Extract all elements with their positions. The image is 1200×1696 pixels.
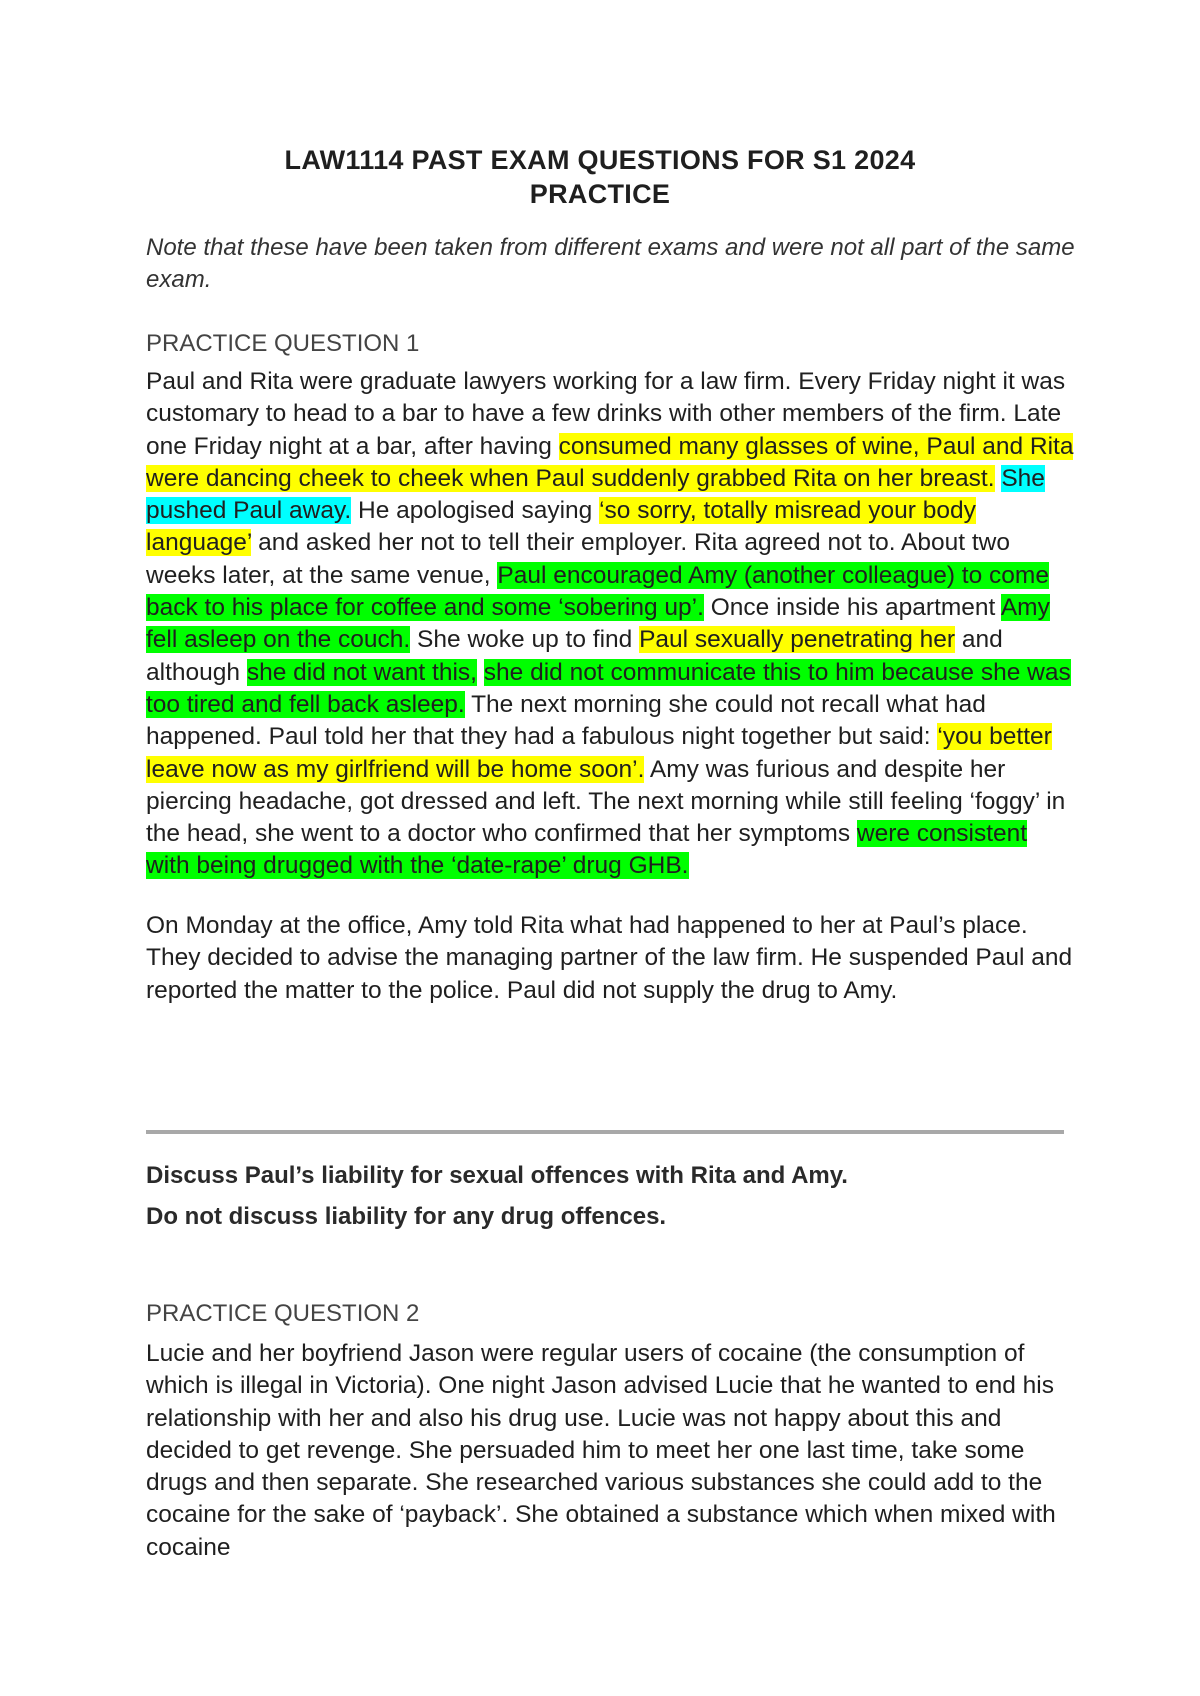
question-1-task: Discuss Paul’s liability for sexual offences with Rita and Amy. <box>146 1162 848 1189</box>
intro-note: Note that these have been taken from different exams and were not all part of the same exam. <box>146 234 1075 293</box>
title-line-1: LAW1114 PAST EXAM QUESTIONS FOR S1 2024 <box>284 145 916 175</box>
scenario-text: Amy was furious and despite her piercing headache, got dressed and left. The next morning while still feeling ‘foggy’ in the head, she went to a doctor who confirmed that her symptoms <box>146 755 1066 848</box>
document-title <box>0 143 1200 211</box>
question-2-heading: PRACTICE QUESTION 2 <box>146 1300 420 1327</box>
section-divider <box>146 1130 1064 1134</box>
question-1-followup: On Monday at the office, Amy told Rita what had happened to her at Paul’s place. They decided to advise the managing partner of the law firm. He suspended Paul and reported the matter to the police. Paul did not supply the drug to Amy. <box>146 912 1073 1004</box>
scenario-text: Paul and Rita were graduate lawyers working for a law firm. Every Friday night it was customary to head to a bar to have a few drinks with other members of the firm. Late one Friday night at a bar, after having <box>146 368 1066 460</box>
scenario-text: and although <box>146 626 1003 686</box>
scenario-text: The next morning she could not recall what had happened. Paul told her that they had a fabulous night together but said: <box>146 690 986 751</box>
highlighted-text-yellow: ‘so sorry, totally misread your body language’ <box>146 497 976 557</box>
scenario-text: He apologised saying <box>351 497 600 525</box>
question-1-instruction: Do not discuss liability for any drug offences. <box>146 1203 667 1230</box>
highlighted-text-green: Paul encouraged Amy (another colleague) to come back to his place for coffee and some ‘sobering up’. <box>146 561 1049 622</box>
highlighted-text-green: she did not want this, <box>246 658 477 686</box>
question-1-scenario <box>146 366 1076 883</box>
title-line-2: PRACTICE <box>529 179 671 209</box>
highlighted-text-cyan: She pushed Paul away. <box>146 464 1045 525</box>
question-2-scenario: Lucie and her boyfriend Jason were regular users of cocaine (the consumption of which is illegal in Victoria). One night Jason advised Lucie that he wanted to end his relationship with her and also his drug use. Lucie was not happy about this and decided to get revenge. She persuaded him to meet her one last time, take some drugs and then separate. She researched various substances she could add to the cocaine for the sake of ‘payback’. She obtained a substance which when mixed with cocaine <box>146 1340 1056 1561</box>
highlighted-text-green: were consistent with being drugged with the ‘date-rape’ drug GHB. <box>146 820 1028 880</box>
highlighted-text-green: she did not communicate this to him because she was too tired and fell back asleep. <box>146 658 1071 718</box>
question-1-heading: PRACTICE QUESTION 1 <box>146 330 420 357</box>
highlighted-text-yellow: consumed many glasses of wine, Paul and Rita were dancing cheek to cheek when Paul suddenly grabbed Rita on her breast. <box>146 432 1074 492</box>
scenario-text: Once inside his apartment <box>703 594 1001 622</box>
scenario-text: She woke up to find <box>410 626 640 654</box>
scenario-text: and asked her not to tell their employer. Rita agreed not to. About two weeks later, at the same venue, <box>146 529 1010 589</box>
highlighted-text-yellow: Paul sexually penetrating her <box>639 626 956 654</box>
highlighted-text-green: Amy fell asleep on the couch. <box>146 594 1050 654</box>
scenario-text <box>477 659 484 686</box>
highlighted-text-yellow: ‘you better leave now as my girlfriend will be home soon’. <box>146 723 1052 783</box>
